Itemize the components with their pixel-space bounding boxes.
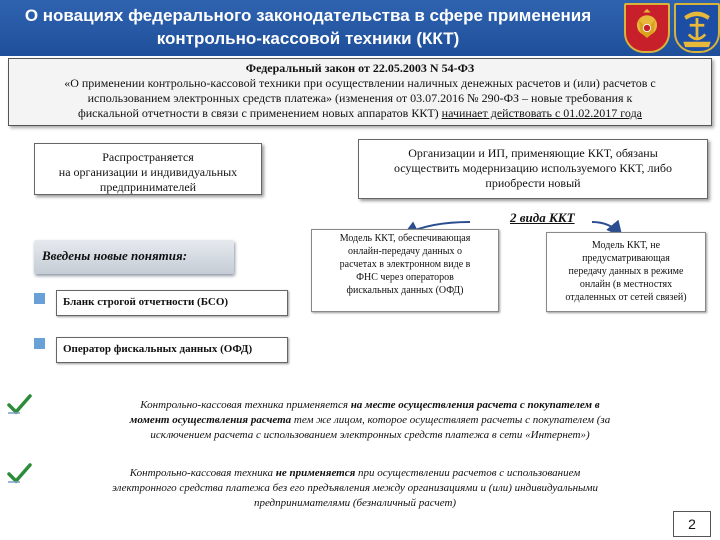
kkt-applied-note (30, 398, 710, 443)
concept-bso: Бланк строгой отчетности (БСО) (56, 290, 288, 316)
not-applied-line-2: электронного средства платежа без его предъявления между организациями и (или) индивидуальными (112, 482, 598, 494)
law-title: Федеральный закон от 22.05.2003 N 54-ФЗ (245, 61, 475, 75)
law-text-line-3-main: фискальной отчетности в связи с применением новых аппаратов ККТ) (77, 106, 439, 120)
not-applied-l1-b: не применяется (275, 467, 356, 479)
law-text-line-2: использованием электронных средств платежа» (изменения от 03.07.2016 № 290-ФЗ – новые требования к (87, 91, 633, 105)
offline-line-1: Модель ККТ, не (591, 240, 661, 251)
applies-line-1: Распространяется (102, 150, 194, 164)
new-concepts-heading: Введены новые понятия: (34, 240, 234, 274)
offline-line-2: предусматривающая (582, 253, 670, 264)
applies-box (34, 143, 262, 195)
law-text-line-3 (15, 106, 705, 121)
offline-line-4: онлайн (в местностях (579, 279, 673, 290)
applied-l1-a: Контрольно-кассовая техника применяется (140, 399, 348, 411)
online-kkt-box (311, 229, 499, 312)
law-effective-date: начинает действовать с 01.02.2017 года (441, 106, 642, 120)
obliged-line-2: осуществить модернизацию используемого ККТ, либо (393, 161, 673, 175)
concept-ofd: Оператор фискальных данных (ОФД) (56, 337, 288, 363)
offline-line-5: отдаленных от сетей связей) (565, 292, 687, 303)
offline-line-3: передачу данных в режиме (568, 266, 684, 277)
not-applied-line-3: предпринимателями (безналичный расчет) (253, 497, 457, 509)
murmansk-coat-of-arms-icon (674, 3, 720, 53)
online-line-5: фискальных данных (ОФД) (346, 285, 464, 296)
square-bullet-icon (34, 293, 45, 304)
kkt-not-applied-note (30, 466, 680, 511)
obliged-box (358, 139, 708, 199)
checkmark-icon (6, 393, 32, 415)
applied-line-2 (30, 413, 710, 428)
online-line-3: расчетах в электронном виде в (339, 259, 471, 270)
applied-line-1 (30, 398, 710, 413)
page-title (8, 4, 608, 50)
not-applied-l1-c: при осуществлении расчетов с использованием (355, 467, 581, 479)
offline-kkt-box (546, 232, 706, 312)
law-text-line-1: «О применении контрольно-кассовой техники при осуществлении наличных денежных расчетов и (или) расчетов с (64, 76, 656, 90)
online-line-4: ФНС через операторов (356, 272, 454, 283)
square-bullet-icon (34, 338, 45, 349)
obliged-line-1: Организации и ИП, применяющие ККТ, обязаны (408, 146, 658, 160)
not-applied-l1-a: Контрольно-кассовая техника (129, 467, 274, 479)
applied-l2-b: тем же лицом, которое осуществляет расчеты с покупателем (за (291, 414, 611, 426)
applied-l2-a: момент осуществления расчета (129, 414, 292, 426)
header-bar (0, 0, 720, 56)
title-line-2: контрольно-кассовой техники (ККТ) (156, 29, 460, 48)
online-line-2: онлайн-передачу данных о (347, 246, 462, 257)
online-line-1: Модель ККТ, обеспечивающая (339, 233, 471, 244)
law-summary-box (8, 58, 712, 126)
applied-line-3: исключением расчета с использованием электронных средств платежа в сети «Интернет») (150, 429, 590, 441)
applies-line-2: на организации и индивидуальных (58, 165, 238, 179)
page-number: 2 (673, 511, 711, 537)
russia-coat-of-arms-icon (624, 3, 670, 53)
title-line-1: О новациях федерального законодательства в сфере применения (24, 6, 592, 25)
applies-line-3: предпринимателей (99, 180, 197, 194)
applied-l1-b: на месте осуществления расчета с покупателем в (350, 399, 600, 411)
obliged-line-3: приобрести новый (485, 176, 581, 190)
checkmark-icon (6, 462, 32, 484)
not-applied-line-1 (30, 466, 680, 481)
kkt-types-label: 2 вида ККТ (510, 210, 575, 225)
